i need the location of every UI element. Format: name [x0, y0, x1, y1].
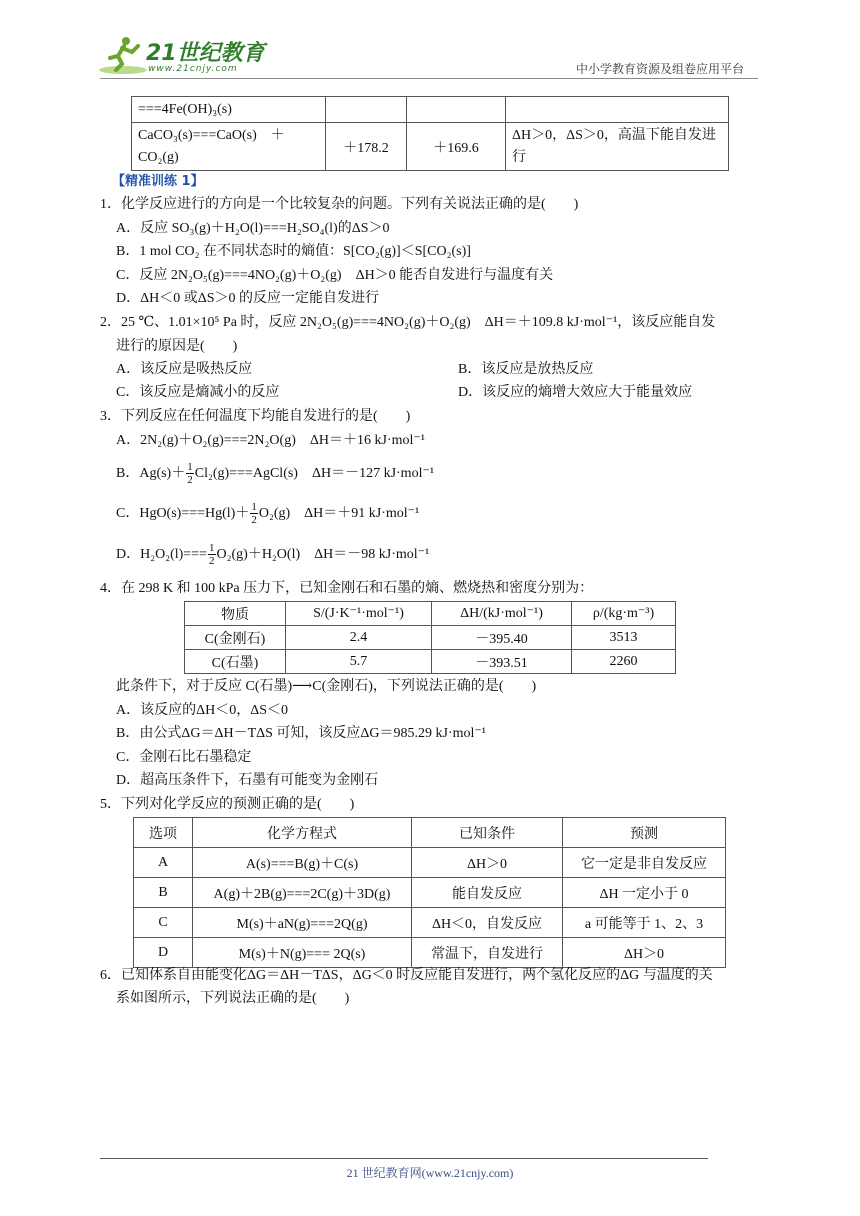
table-row — [134, 878, 726, 908]
table-cell: M(s)＋aN(g)===2Q(g) — [193, 908, 412, 938]
table-cell: 3513 — [572, 626, 676, 650]
option-c — [116, 500, 419, 528]
table-cell: M(s)＋N(g)=== 2Q(s) — [193, 938, 412, 968]
question-stem-cont: 系如图所示，下列说法正确的是( ) — [116, 991, 350, 1006]
table-cell: ＋178.2 — [326, 123, 407, 171]
table-cell: 5.7 — [286, 650, 432, 674]
question-stem: 6．已知体系自由能变化ΔG＝ΔH－TΔS，ΔG＜0 时反应能自发进行，两个氢化反应的ΔG 与温度的关 — [100, 968, 713, 983]
table-header: ΔH/(kJ·mol⁻¹) — [432, 602, 572, 626]
table-cell — [506, 97, 729, 123]
table-row — [132, 97, 729, 123]
table-cell: ΔH＞0 — [412, 848, 563, 878]
fraction: $\frac{1}{2}$ — [251, 501, 257, 527]
option-a: A．该反应的ΔH＜0，ΔS＜0 — [116, 703, 289, 718]
table-cell: ΔH 一定小于 0 — [563, 878, 726, 908]
q4-table — [184, 601, 676, 674]
table-row — [132, 123, 729, 171]
fraction: $\frac{1}{2}$ — [209, 542, 215, 568]
table-cell: 能自发反应 — [412, 878, 563, 908]
table-cell: C(金刚石) — [185, 626, 286, 650]
top-table — [131, 96, 729, 171]
logo — [96, 34, 266, 78]
option-a: A．2N₂(g)＋O₂(g)===2N₂O(g) ΔH＝＋16 kJ·mol⁻¹ — [116, 433, 425, 448]
table-header-row — [134, 818, 726, 848]
option-text: B．Ag(s)＋ — [116, 466, 186, 481]
table-cell: B — [134, 878, 193, 908]
footer-rule — [100, 1158, 708, 1159]
table-header: 预测 — [563, 818, 726, 848]
table-header: 已知条件 — [412, 818, 563, 848]
option-c: C．反应 2N₂O₅(g)===4NO₂(g)＋O₂(g) ΔH＞0 能否自发进行与温度有关 — [116, 268, 554, 283]
table-cell: 它一定是非自发反应 — [563, 848, 726, 878]
table-row — [134, 848, 726, 878]
option-d — [116, 541, 429, 569]
option-b: B．1 mol CO₂ 在不同状态时的熵值：S[CO₂(g)]＜S[CO₂(s)] — [116, 244, 471, 259]
question-stem: 3．下列反应在任何温度下均能自发进行的是( ) — [100, 409, 411, 424]
table-header: 物质 — [185, 602, 286, 626]
option-b — [116, 460, 434, 488]
option-text: C．HgO(s)===Hg(l)＋ — [116, 506, 250, 521]
table-header: 选项 — [134, 818, 193, 848]
table-cell: －393.51 — [432, 650, 572, 674]
header-rule — [100, 78, 758, 79]
option-c: C．该反应是熵减小的反应 — [116, 385, 280, 400]
option-text: Cl₂(g)===AgCl(s) ΔH＝－127 kJ·mol⁻¹ — [194, 466, 435, 481]
question-stem-cont: 进行的原因是( ) — [116, 339, 238, 354]
option-d: D．ΔH＜0 或ΔS＞0 的反应一定能自发进行 — [116, 291, 380, 306]
question-stem: 2．25 ℃、1.01×10⁵ Pa 时，反应 2N₂O₅(g)===4NO₂(g)＋O₂(g) ΔH＝＋109.8 kJ·mol⁻¹，该反应能自发 — [100, 315, 716, 330]
option-b: B．该反应是放热反应 — [458, 362, 594, 377]
table-cell: D — [134, 938, 193, 968]
table-header: ρ/(kg·m⁻³) — [572, 602, 676, 626]
option-text: O₂(g)＋H₂O(l) ΔH＝－98 kJ·mol⁻¹ — [216, 547, 430, 562]
question-stem: 4．在 298 K 和 100 kPa 压力下，已知金刚石和石墨的熵、燃烧热和密度分别为： — [100, 581, 594, 596]
logo-text: 21世纪教育 — [146, 41, 265, 66]
table-cell — [326, 97, 407, 123]
table-row — [134, 938, 726, 968]
q5-table — [133, 817, 726, 968]
table-cell: －395.40 — [432, 626, 572, 650]
table-header-row — [185, 602, 676, 626]
table-cell: 常温下，自发进行 — [412, 938, 563, 968]
option-d: D．超高压条件下，石墨有可能变为金刚石 — [116, 773, 379, 788]
table-row — [185, 650, 676, 674]
table-cell: 2.4 — [286, 626, 432, 650]
fraction: $\frac{1}{2}$ — [187, 461, 193, 487]
option-d: D．该反应的熵增大效应大于能量效应 — [458, 385, 693, 400]
question-stem: 1．化学反应进行的方向是一个比较复杂的问题。下列有关说法正确的是( ) — [100, 197, 579, 212]
question-stem: 5．下列对化学反应的预测正确的是( ) — [100, 797, 355, 812]
table-header: S/(J·K⁻¹·mol⁻¹) — [286, 602, 432, 626]
table-cell: C — [134, 908, 193, 938]
option-a: A．该反应是吸热反应 — [116, 362, 253, 377]
table-cell: ΔH＞0，ΔS＞0，高温下能自发进行 — [506, 123, 729, 171]
table-cell: A — [134, 848, 193, 878]
question-post: 此条件下，对于反应 C(石墨)⟶C(金刚石)，下列说法正确的是( ) — [116, 679, 537, 694]
logo-url: www.21cnjy.com — [148, 64, 238, 74]
table-cell: a 可能等于 1、2、3 — [563, 908, 726, 938]
option-text: D．H₂O₂(l)=== — [116, 547, 207, 562]
footer-text: 21 世纪教育网(www.21cnjy.com) — [346, 1166, 514, 1180]
table-cell: A(s)===B(g)＋C(s) — [193, 848, 412, 878]
section-title: 【精准训练 1】 — [112, 174, 204, 189]
table-cell: C(石墨) — [185, 650, 286, 674]
table-cell — [407, 97, 506, 123]
option-text: O₂(g) ΔH＝＋91 kJ·mol⁻¹ — [258, 506, 420, 521]
option-b: B．由公式ΔG＝ΔH－TΔS 可知，该反应ΔG＝985.29 kJ·mol⁻¹ — [116, 726, 486, 741]
option-c: C．金刚石比石墨稳定 — [116, 750, 252, 765]
table-cell: ΔH＞0 — [563, 938, 726, 968]
table-cell: A(g)＋2B(g)===2C(g)＋3D(g) — [193, 878, 412, 908]
table-cell: ===4Fe(OH)₃(s) — [132, 97, 326, 123]
table-cell: ΔH＜0，自发反应 — [412, 908, 563, 938]
table-header: 化学方程式 — [193, 818, 412, 848]
table-cell: CaCO₃(s)===CaO(s) ＋CO₂(g) — [132, 123, 326, 171]
runner-logo-icon — [96, 34, 150, 76]
table-row — [185, 626, 676, 650]
platform-name: 中小学教育资源及组卷应用平台 — [576, 62, 745, 76]
option-a: A．反应 SO₃(g)＋H₂O(l)===H₂SO₄(l)的ΔS＞0 — [116, 221, 390, 236]
table-row — [134, 908, 726, 938]
table-cell: ＋169.6 — [407, 123, 506, 171]
table-cell: 2260 — [572, 650, 676, 674]
